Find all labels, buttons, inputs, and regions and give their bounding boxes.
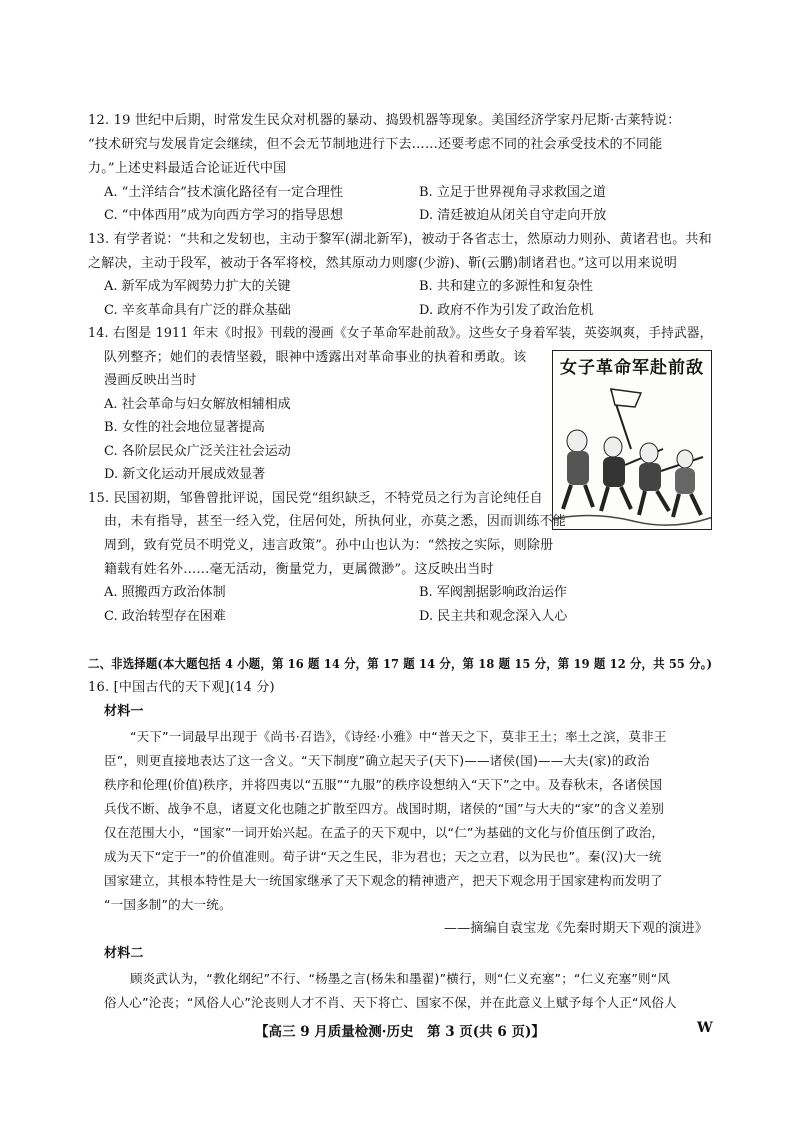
material-2-label: 材料二: [104, 946, 144, 961]
q15-stem-line4: 籍载有姓名外……毫无活动，衡量党力，更属微渺”。这反映出当时: [104, 562, 494, 577]
q14-option-b: B. 女性的社会地位显著提高: [104, 420, 265, 435]
q12-stem-line2: “技术研究与发展肯定会继续，但不会无节制地进行下去……还要考虑不同的社会承受技术的不同能: [88, 137, 663, 152]
material-1-line: “天下”一词最早出现于《尚书·召诰》，《诗经·小雅》中“普天之下，莫非王土；率土之滨，莫非王: [130, 729, 667, 744]
material-1-line: 臣”，则更直接地表达了这一含义。“天下制度”确立起天子(天下)——诸侯(国)——大夫(家)的政治: [104, 753, 650, 768]
footer-mark: W: [697, 1020, 713, 1036]
q14-stem-line3: 漫画反映出当时: [104, 373, 197, 388]
q15-option-d: D. 民主共和观念深入人心: [419, 609, 568, 624]
material-1-line: 仅在范围大小，“国家”一词开始兴起。在孟子的天下观中，以“仁”为基础的文化与价值压倒了政治，: [104, 825, 665, 840]
page-footer: 【高三 9 月质量检测·历史 第 3 页(共 6 页)】: [255, 1024, 545, 1040]
q15-option-b: B. 军阀割据影响政治运作: [419, 585, 567, 600]
q14-option-c: C. 各阶层民众广泛关注社会运动: [104, 444, 291, 459]
q13-option-c: C. 辛亥革命具有广泛的群众基础: [104, 303, 291, 318]
material-1-line: 秩序和伦理(价值)秩序，并将四夷以“五服”“九服”的秩序设想纳入“天下”之中。及春秋末，各诸侯国: [104, 777, 663, 792]
material-2-line: 俗人心”沦丧；“风俗人心”沦丧则人才不肖、天下将亡、国家不保，并在此意义上赋予每个人正“风俗人: [104, 995, 677, 1010]
q12-option-b: B. 立足于世界视角寻求救国之道: [419, 185, 606, 200]
q15-stem-line2: 由，未有指导，甚至一经入党，住居何处，所执何业，亦莫之悉，因而训练不能: [104, 514, 567, 529]
material-1-line: 成为天下“定于一”的价值准则。荀子讲“天之生民，非为君也；天之立君，以为民也”。秦(汉)大一统: [104, 849, 662, 864]
material-2-line: 顾炎武认为，“教化纲纪”不行、“杨墨之言(杨朱和墨翟)”横行，则“仁义充塞”；“仁义充塞”则“风: [130, 971, 671, 986]
q15-option-a: A. 照搬西方政治体制: [104, 585, 226, 600]
q12-stem-line3: 力。”上述史料最适合论证近代中国: [88, 161, 287, 176]
q15-stem-line1: 15. 民国初期，邹鲁曾批评说，国民党“组织缺乏，不特党员之行为言论纯任自: [88, 491, 543, 506]
cartoon-drawing: [553, 379, 712, 529]
q14-option-d: D. 新文化运动开展成效显著: [104, 467, 266, 482]
q15-stem-line3: 周到，致有党员不明党义，违言政策”。孙中山也认为：“然按之实际，则除册: [104, 538, 554, 553]
q12-option-d: D. 清廷被迫从闭关自守走向开放: [419, 208, 607, 223]
revolution-cartoon-image: [552, 350, 712, 530]
q12-option-a: A. “土洋结合”技术演化路径有一定合理性: [104, 185, 343, 200]
q14-stem-line2: 队列整齐；她们的表情坚毅，眼神中透露出对革命事业的执着和勇敢。该: [104, 350, 527, 365]
q12-option-c: C. “中体西用”成为向西方学习的指导思想: [104, 208, 344, 223]
q14-stem-line1: 14. 右图是 1911 年末《时报》刊载的漫画《女子革命军赴前敌》。这些女子身着军装，英姿飒爽，手持武器，: [88, 326, 713, 341]
q12-stem-line1: 12. 19 世纪中后期，时常发生民众对机器的暴动、捣毁机器等现象。美国经济学家丹尼斯·古莱特说：: [88, 113, 681, 128]
q13-option-a: A. 新军成为军阀势力扩大的关键: [104, 279, 291, 294]
material-1-line: 兵伐不断、战争不息，诸夏文化也随之扩散至四方。战国时期，诸侯的“国”与大夫的“家”的含义差别: [104, 801, 665, 816]
q16-title: 16. [中国古代的天下观](14 分): [88, 680, 275, 695]
q15-option-c: C. 政治转型存在困难: [104, 609, 226, 624]
section-2-heading: 二、非选择题(本大题包括 4 小题，第 16 题 14 分，第 17 题 14 分，第 18 题 15 分，第 19 题 12 分，共 55 分。): [88, 656, 713, 671]
q13-option-b: B. 共和建立的多源性和复杂性: [419, 279, 593, 294]
q13-stem-line1: 13. 有学者说：“共和之发轫也，主动于黎军(湖北新军)，被动于各省志士，然原动力则孙、黄诸君也。共和: [88, 232, 712, 247]
material-1-line: 国家建立，其根本特性是大一统国家继承了天下观念的精神遗产，把天下观念用于国家建构而发明了: [104, 873, 663, 888]
q13-stem-line2: 之解决，主动于段军，被动于各军将校，然其原动力则廖(少游)、靳(云鹏)制诸君也。”这可以用来说明: [88, 256, 678, 271]
material-1-line: “一国多制”的大一统。: [104, 897, 232, 912]
material-1-source: ——摘编自袁宝龙《先秦时期天下观的演进》: [444, 921, 709, 936]
cartoon-caption: 女子革命军赴前敌: [560, 358, 704, 378]
material-1-label: 材料一: [104, 704, 144, 719]
q13-option-d: D. 政府不作为引发了政治危机: [419, 303, 594, 318]
q14-option-a: A. 社会革命与妇女解放相辅相成: [104, 397, 291, 412]
